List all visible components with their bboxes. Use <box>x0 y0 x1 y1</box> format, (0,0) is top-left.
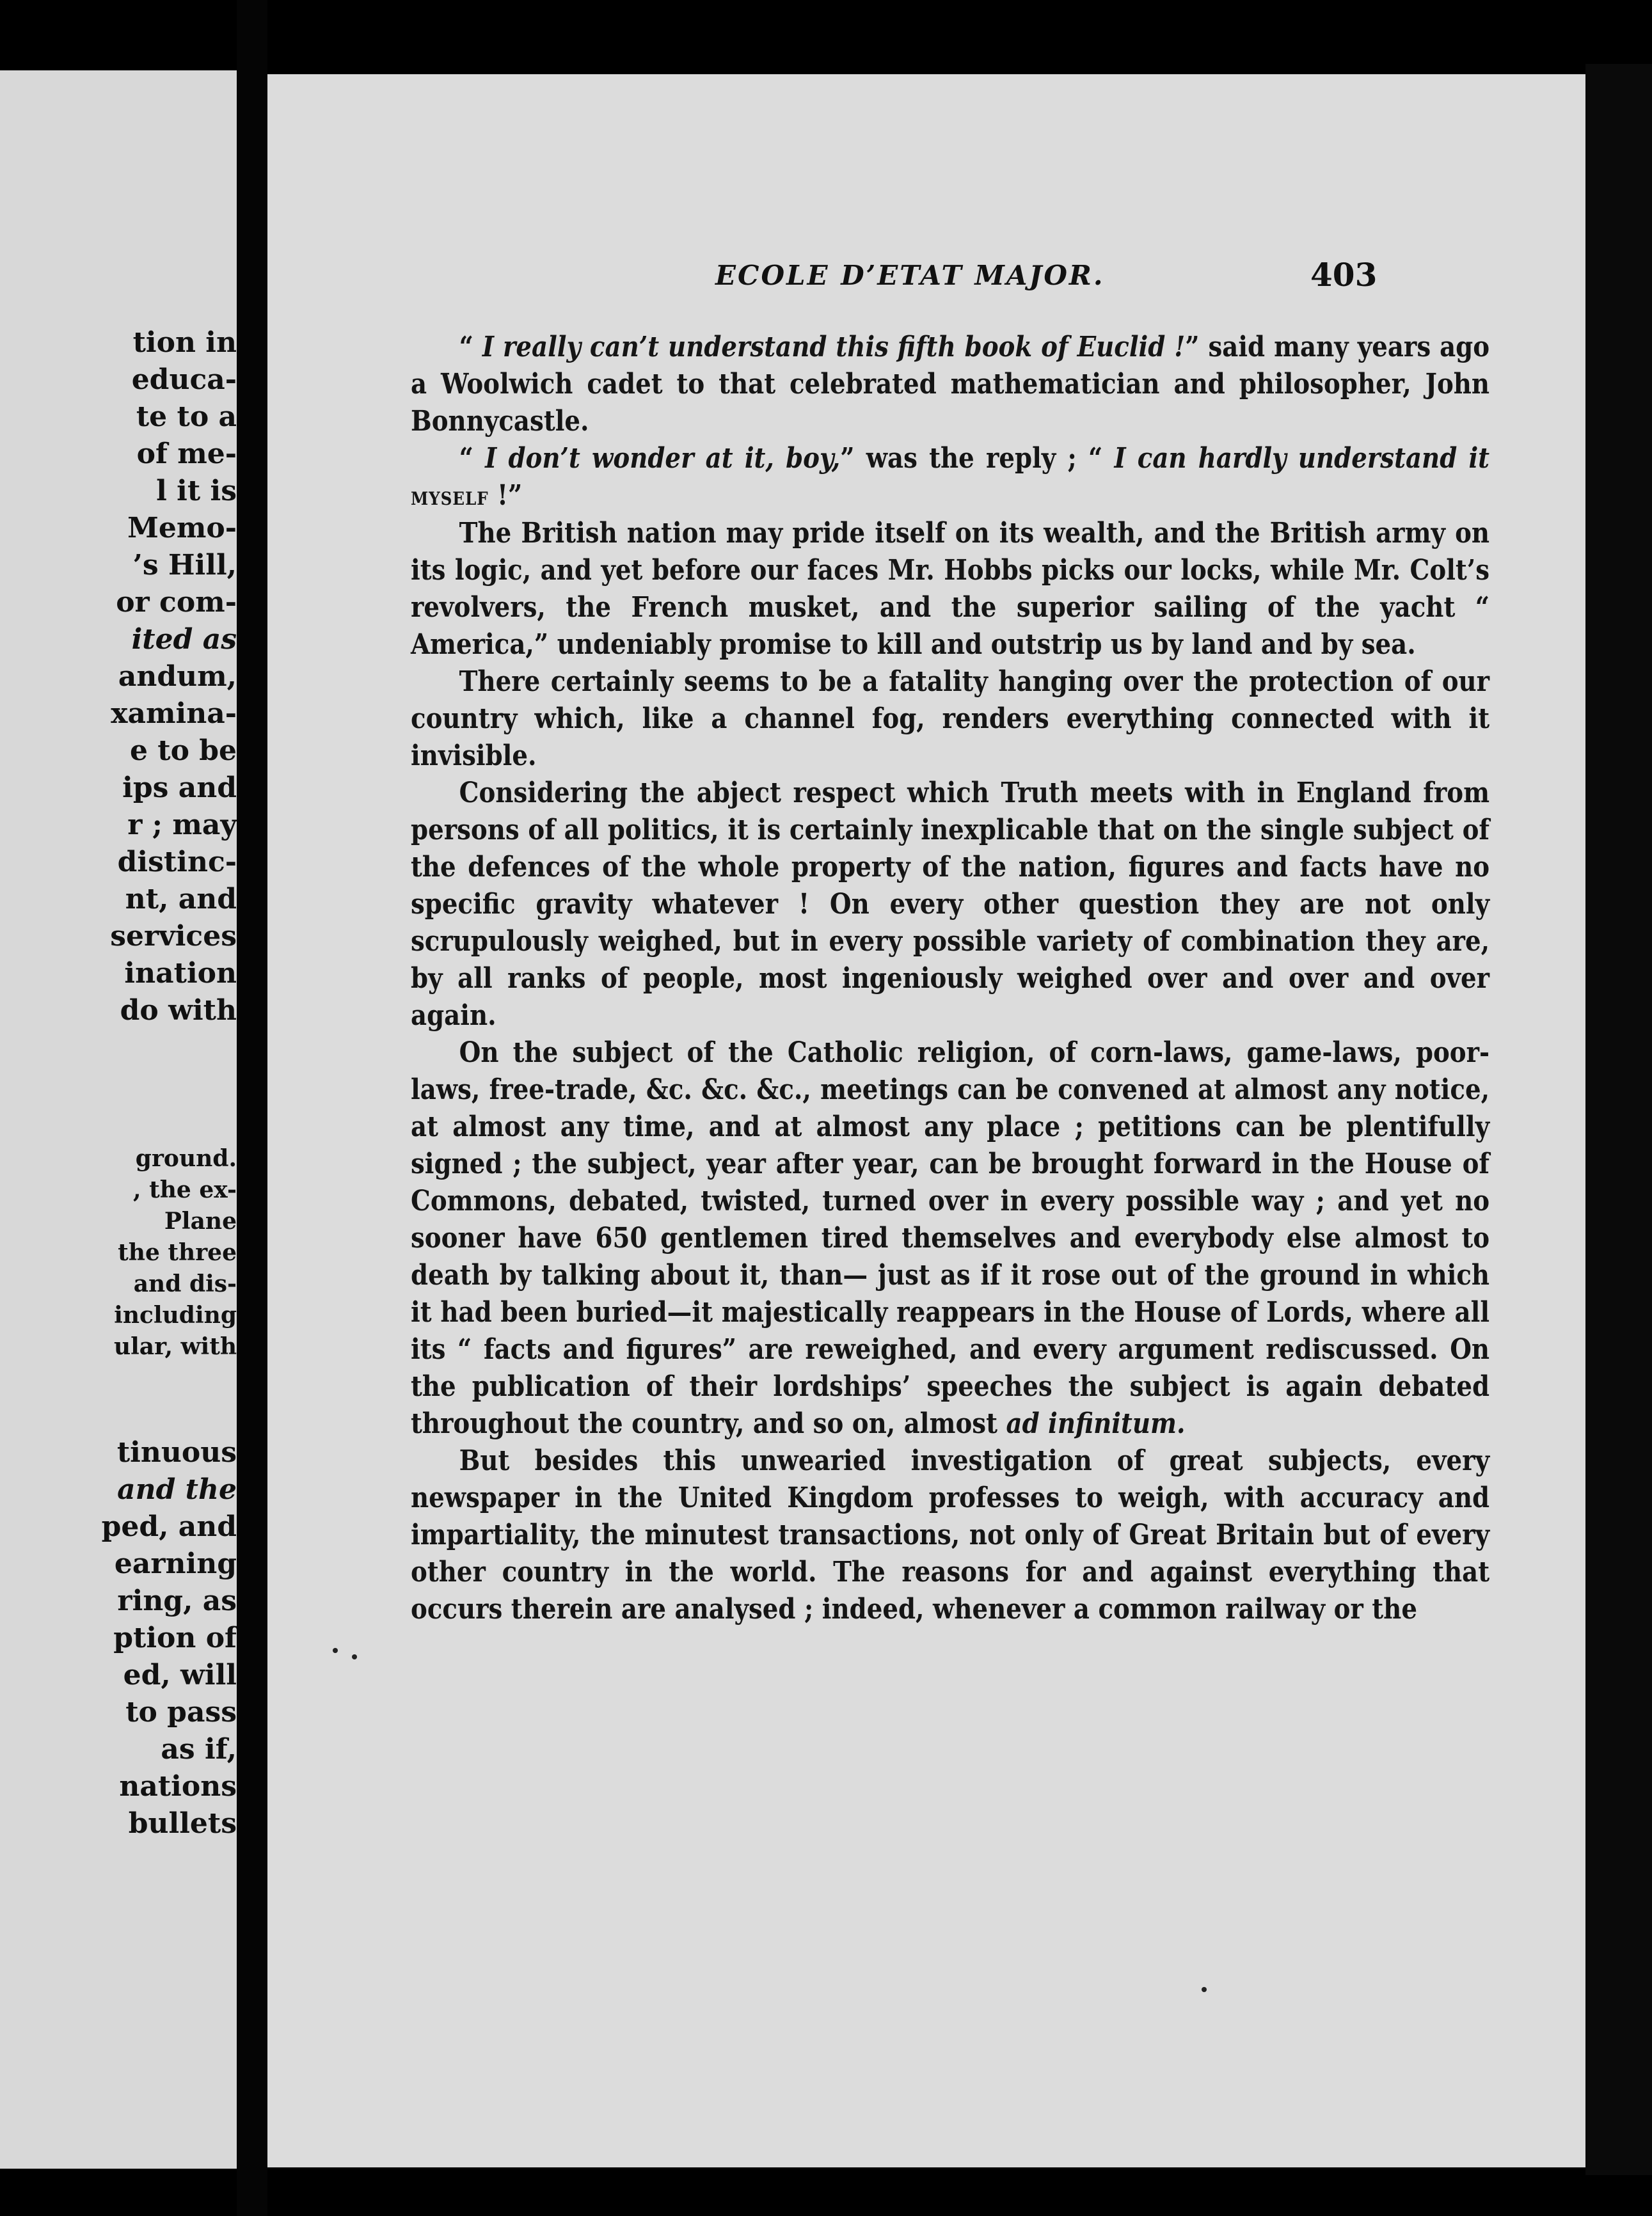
left-page-line: and dis- <box>133 1270 237 1297</box>
paragraph <box>411 440 1489 515</box>
left-page-line: ped, and <box>101 1510 237 1543</box>
text-run: ad infinitum. <box>1006 1407 1186 1440</box>
text-run: I can hardly understand it <box>1114 442 1490 475</box>
text-run: “ <box>459 331 482 363</box>
print-speck <box>1202 1987 1207 1992</box>
left-page-line: bullets <box>128 1807 237 1840</box>
left-page-fragment <box>0 70 237 2169</box>
left-page-line: ips and <box>122 772 237 804</box>
left-page-line: ption of <box>113 1622 237 1654</box>
left-page-line: r ; may <box>127 809 237 841</box>
right-page <box>267 74 1585 2167</box>
page-text <box>411 329 1489 1628</box>
left-page-line: ed, will <box>123 1659 237 1691</box>
left-page-line: e to be <box>129 734 237 767</box>
left-page-line: ular, with <box>113 1333 237 1360</box>
left-page-line: l it is <box>156 475 237 507</box>
left-page-line: xamina- <box>111 697 237 730</box>
page-number: 403 <box>1310 256 1378 294</box>
left-page-line: educa- <box>131 363 237 396</box>
left-page-line: te to a <box>136 400 237 433</box>
paragraph <box>411 663 1489 775</box>
left-page-line: nt, and <box>125 883 237 915</box>
left-page-line: services <box>110 920 237 953</box>
left-page-line: or com- <box>116 586 237 619</box>
text-run: But besides this unwearied investigation of great subjects, every newspaper in the United Kingdom professes to weigh, with accuracy and impartiality, the minutest transactions, not only of Great Britain but of every other country in the world. The reasons for and against everything that occurs therein are analysed ; indeed, whenever a common railway or the <box>411 1444 1490 1626</box>
text-run: I don’t wonder at it, boy, <box>485 442 841 475</box>
left-page-line: as if, <box>161 1733 237 1766</box>
running-title: ECOLE D’ETAT MAJOR. <box>715 260 1105 291</box>
book-gutter <box>237 0 267 2216</box>
left-page-line: ited as <box>131 623 237 656</box>
left-page-line: do with <box>120 994 237 1027</box>
left-page-line: andum, <box>118 660 237 693</box>
left-page-line: tinuous <box>116 1436 237 1469</box>
left-page-line: nations <box>119 1770 237 1803</box>
text-run: There certainly seems to be a fatality hanging over the protection of our country which, like a channel fog, renders everything connected with it invisible. <box>411 665 1490 772</box>
text-run: “ <box>459 442 486 475</box>
left-page-line: and the <box>117 1473 237 1506</box>
left-page-line: of me- <box>136 438 237 470</box>
left-page-line: to pass <box>125 1696 237 1729</box>
text-run: On the subject of the Catholic religion, of corn-laws, game-laws, poor-laws, free-trade, &c. &c. &c., meetings can be convened at almost any notice, at almost any time, and at almost any place ; petitions can be plentifully signed ; the subject, year after year, can be brought forward in the House of Commons, debated, twisted, turned over in every possible way ; and yet no sooner have 650 gentlemen tired themselves and everybody else almost to death by talking about it, than— just as if it rose out of the ground in which it had been buried—it majestically reappears in the House of Lords, where all its “ facts and figures” are reweighed, and every argument rediscussed. On the publication of their lordships’ speeches the subject is again debated throughout the country, and so on, almost <box>411 1036 1490 1440</box>
left-page-line: ring, as <box>117 1585 237 1617</box>
paragraph <box>411 329 1489 440</box>
text-run: ” was the reply ; “ <box>840 442 1115 475</box>
text-run: myself <box>411 481 489 511</box>
book-edge <box>1585 64 1652 2175</box>
running-head <box>267 256 1585 298</box>
left-page-line: earning <box>114 1547 237 1580</box>
left-page-line: distinc- <box>117 846 237 878</box>
left-page-line: Memo- <box>127 512 237 544</box>
left-page-line: Plane <box>164 1208 237 1235</box>
text-run: Considering the abject respect which Truth meets with in England from persons of all politics, it is certainly inexplicable that on the single subject of the defences of the whole property of the nation, figures and facts have no specific gravity whatever ! On every other question they are not only scrupulously weighed, but in every possible variety of combination they are, by all ranks of people, most ingeniously weighed over and over and over again. <box>411 777 1490 1032</box>
text-run: The British nation may pride itself on its wealth, and the British army on its logic, and yet before our faces Mr. Hobbs picks our locks, while Mr. Colt’s revolvers, the French musket, and the superior sailing of the yacht “ America,” undeniably promise to kill and outstrip us by land and by sea. <box>411 517 1490 661</box>
left-page-line: ground. <box>135 1145 237 1172</box>
paragraph <box>411 1034 1489 1443</box>
text-run: I really can’t understand this fifth book of Euclid ! <box>482 331 1186 363</box>
text-run: ” said many years ago a Woolwich cadet to that celebrated mathematician and philosopher, John Bonnycastle. <box>411 331 1490 438</box>
left-page-line: ination <box>124 957 237 990</box>
print-speck <box>333 1648 338 1653</box>
left-page-line: including <box>114 1302 237 1329</box>
left-page-line: the three <box>118 1239 237 1266</box>
print-speck <box>352 1654 357 1659</box>
paragraph <box>411 775 1489 1034</box>
left-page-line: tion in <box>132 326 237 359</box>
left-page-line: , the ex- <box>133 1176 237 1203</box>
paragraph <box>411 1443 1489 1628</box>
left-page-line: ’s Hill, <box>132 549 237 582</box>
text-run: !” <box>488 479 523 512</box>
paragraph <box>411 515 1489 663</box>
